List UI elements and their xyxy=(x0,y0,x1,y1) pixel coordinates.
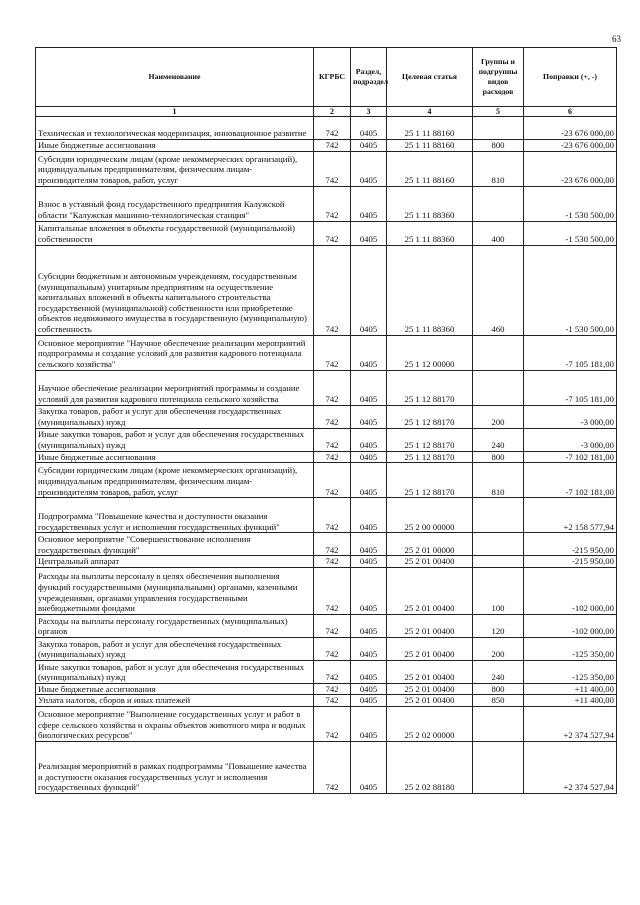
row-target-article: 25 1 12 00000 xyxy=(387,335,473,370)
row-name: Взнос в уставный фонд государственного предприятия Калужской области "Калужская машинно-технологическая станция" xyxy=(36,186,314,221)
row-section: 0405 xyxy=(351,140,387,152)
row-kgrbs: 742 xyxy=(314,451,351,463)
row-amount: -23 676 000,00 xyxy=(524,117,617,140)
row-target-article: 25 2 01 00400 xyxy=(387,614,473,637)
row-kgrbs: 742 xyxy=(314,428,351,451)
table-row xyxy=(36,335,617,370)
row-target-article: 25 1 11 88360 xyxy=(387,221,473,245)
row-amount: -3 000,00 xyxy=(524,405,617,428)
row-section: 0405 xyxy=(351,451,387,463)
row-expense-group: 120 xyxy=(473,614,524,637)
row-section: 0405 xyxy=(351,742,387,794)
row-name: Капитальные вложения в объекты государственной (муниципальной) собственности xyxy=(36,221,314,245)
row-amount: -102 000,00 xyxy=(524,614,617,637)
row-target-article: 25 2 01 00400 xyxy=(387,637,473,660)
row-section: 0405 xyxy=(351,567,387,614)
row-expense-group: 800 xyxy=(473,451,524,463)
row-amount: +11 400,00 xyxy=(524,695,617,707)
row-kgrbs: 742 xyxy=(314,742,351,794)
column-number: 3 xyxy=(351,107,387,117)
row-section: 0405 xyxy=(351,660,387,683)
row-section: 0405 xyxy=(351,614,387,637)
row-name: Иные бюджетные ассигнования xyxy=(36,140,314,152)
row-target-article: 25 2 02 00000 xyxy=(387,707,473,742)
row-section: 0405 xyxy=(351,637,387,660)
row-section: 0405 xyxy=(351,186,387,221)
table-row xyxy=(36,428,617,451)
row-target-article: 25 2 01 00000 xyxy=(387,533,473,556)
row-section: 0405 xyxy=(351,221,387,245)
row-name: Иные закупки товаров, работ и услуг для обеспечения государственных (муниципальных) нужд xyxy=(36,428,314,451)
row-kgrbs: 742 xyxy=(314,370,351,405)
table-row xyxy=(36,151,617,186)
row-amount: -215 950,00 xyxy=(524,533,617,556)
row-amount: -125 350,00 xyxy=(524,637,617,660)
row-amount: -125 350,00 xyxy=(524,660,617,683)
table-row xyxy=(36,556,617,568)
row-target-article: 25 1 11 88160 xyxy=(387,117,473,140)
row-expense-group: 200 xyxy=(473,405,524,428)
row-section: 0405 xyxy=(351,498,387,533)
row-name: Основное мероприятие "Научное обеспечение реализации мероприятий подпрограммы и создание условий для развития кадрового потенциала сельского хозяйства" xyxy=(36,335,314,370)
row-name: Субсидии юридическим лицам (кроме некоммерческих организаций), индивидуальным предпринимателям, физическим лицам-производителям товаров, работ, услуг xyxy=(36,151,314,186)
row-section: 0405 xyxy=(351,151,387,186)
row-name: Основное мероприятие "Выполнение государственных услуг и работ в сфере сельского хозяйства и охраны объектов животного мира и водных биологических ресурсов" xyxy=(36,707,314,742)
row-amount: -7 105 181,00 xyxy=(524,370,617,405)
budget-amendments-table xyxy=(35,47,617,794)
row-target-article: 25 2 01 00400 xyxy=(387,660,473,683)
row-target-article: 25 1 12 88170 xyxy=(387,428,473,451)
row-expense-group xyxy=(473,370,524,405)
row-section: 0405 xyxy=(351,428,387,451)
column-number: 4 xyxy=(387,107,473,117)
row-kgrbs: 742 xyxy=(314,151,351,186)
row-kgrbs: 742 xyxy=(314,405,351,428)
row-amount: -1 530 500,00 xyxy=(524,221,617,245)
table-row xyxy=(36,117,617,140)
column-number: 5 xyxy=(473,107,524,117)
row-amount: +2 158 577,94 xyxy=(524,498,617,533)
row-kgrbs: 742 xyxy=(314,498,351,533)
row-kgrbs: 742 xyxy=(314,117,351,140)
table-row xyxy=(36,637,617,660)
row-name: Реализация мероприятий в рамках подпрограммы "Повышение качества и доступности оказания государственных услуг и исполнения государственных функций" xyxy=(36,742,314,794)
table-row xyxy=(36,140,617,152)
page-number: 63 xyxy=(612,34,621,44)
row-expense-group: 810 xyxy=(473,463,524,498)
column-number: 1 xyxy=(36,107,314,117)
header-target-article: Целевая статья xyxy=(387,48,473,107)
row-target-article: 25 2 01 00400 xyxy=(387,567,473,614)
row-name: Расходы на выплаты персоналу в целях обеспечения выполнения функций государственными (муниципальными) органами, казенными учреждениями, органами управления государственными внебюджетными фондами xyxy=(36,567,314,614)
row-expense-group: 240 xyxy=(473,428,524,451)
row-kgrbs: 742 xyxy=(314,707,351,742)
row-amount: -7 102 181,00 xyxy=(524,463,617,498)
row-name: Научное обеспечение реализации мероприятий программы и создание условий для развития кадрового потенциала сельского хозяйства xyxy=(36,370,314,405)
row-section: 0405 xyxy=(351,245,387,335)
row-section: 0405 xyxy=(351,335,387,370)
row-expense-group: 100 xyxy=(473,567,524,614)
row-kgrbs: 742 xyxy=(314,614,351,637)
table-row xyxy=(36,567,617,614)
row-target-article: 25 2 01 00400 xyxy=(387,556,473,568)
row-amount: -1 530 500,00 xyxy=(524,186,617,221)
row-expense-group xyxy=(473,533,524,556)
row-name: Иные бюджетные ассигнования xyxy=(36,683,314,695)
row-target-article: 25 1 11 88360 xyxy=(387,245,473,335)
header-expense-groups: Группы и подгруппы видов расходов xyxy=(473,48,524,107)
table-row xyxy=(36,533,617,556)
row-name: Закупка товаров, работ и услуг для обеспечения государственных (муниципальных) нужд xyxy=(36,637,314,660)
row-expense-group xyxy=(473,742,524,794)
table-row xyxy=(36,186,617,221)
row-target-article: 25 1 12 88170 xyxy=(387,405,473,428)
table-row xyxy=(36,221,617,245)
row-target-article: 25 2 01 00400 xyxy=(387,695,473,707)
row-kgrbs: 742 xyxy=(314,140,351,152)
column-number: 6 xyxy=(524,107,617,117)
row-expense-group xyxy=(473,335,524,370)
row-amount: -7 102 181,00 xyxy=(524,451,617,463)
row-kgrbs: 742 xyxy=(314,683,351,695)
row-amount: +2 374 527,94 xyxy=(524,707,617,742)
row-name: Основное мероприятие "Совершенствование исполнения государственных функций" xyxy=(36,533,314,556)
row-target-article: 25 2 00 00000 xyxy=(387,498,473,533)
row-kgrbs: 742 xyxy=(314,695,351,707)
row-name: Подпрограмма "Повышение качества и доступности оказания государственных услуг и исполнения государственных функций" xyxy=(36,498,314,533)
row-expense-group: 200 xyxy=(473,637,524,660)
row-kgrbs: 742 xyxy=(314,463,351,498)
row-name: Центральный аппарат xyxy=(36,556,314,568)
table-row xyxy=(36,451,617,463)
row-amount: -1 530 500,00 xyxy=(524,245,617,335)
table-row xyxy=(36,405,617,428)
row-expense-group xyxy=(473,186,524,221)
row-section: 0405 xyxy=(351,370,387,405)
row-expense-group: 800 xyxy=(473,140,524,152)
row-amount: -23 676 000,00 xyxy=(524,140,617,152)
row-name: Субсидии юридическим лицам (кроме некоммерческих организаций), индивидуальным предпринимателям, физическим лицам-производителям товаров, работ, услуг xyxy=(36,463,314,498)
row-expense-group: 240 xyxy=(473,660,524,683)
column-number-row xyxy=(36,107,617,117)
row-amount: -23 676 000,00 xyxy=(524,151,617,186)
table-row xyxy=(36,695,617,707)
table-row xyxy=(36,498,617,533)
row-target-article: 25 1 11 88160 xyxy=(387,151,473,186)
row-target-article: 25 1 11 88360 xyxy=(387,186,473,221)
column-number: 2 xyxy=(314,107,351,117)
row-expense-group xyxy=(473,117,524,140)
row-kgrbs: 742 xyxy=(314,567,351,614)
row-name: Иные закупки товаров, работ и услуг для обеспечения государственных (муниципальных) нужд xyxy=(36,660,314,683)
row-name: Закупка товаров, работ и услуг для обеспечения государственных (муниципальных) нужд xyxy=(36,405,314,428)
row-section: 0405 xyxy=(351,695,387,707)
row-expense-group xyxy=(473,556,524,568)
row-amount: -3 000,00 xyxy=(524,428,617,451)
row-kgrbs: 742 xyxy=(314,556,351,568)
row-kgrbs: 742 xyxy=(314,637,351,660)
row-name: Техническая и технологическая модернизация, инновационное развитие xyxy=(36,117,314,140)
row-kgrbs: 742 xyxy=(314,660,351,683)
row-amount: -102 000,00 xyxy=(524,567,617,614)
row-expense-group: 400 xyxy=(473,221,524,245)
row-target-article: 25 1 12 88170 xyxy=(387,463,473,498)
header-changes: Поправки (+, -) xyxy=(524,48,617,107)
row-section: 0405 xyxy=(351,533,387,556)
header-row xyxy=(36,48,617,107)
row-kgrbs: 742 xyxy=(314,245,351,335)
table-row xyxy=(36,707,617,742)
row-target-article: 25 2 01 00400 xyxy=(387,683,473,695)
row-expense-group xyxy=(473,707,524,742)
row-target-article: 25 1 12 88170 xyxy=(387,451,473,463)
row-kgrbs: 742 xyxy=(314,335,351,370)
row-kgrbs: 742 xyxy=(314,221,351,245)
table-row xyxy=(36,742,617,794)
row-section: 0405 xyxy=(351,683,387,695)
row-target-article: 25 1 12 88170 xyxy=(387,370,473,405)
header-section: Раздел, подраздел xyxy=(351,48,387,107)
row-name: Субсидии бюджетным и автономным учреждениям, государственным (муниципальным) унитарным предприятиям на осуществление капитальных вложений в объекты капитального строительства государственной (муниципальной) собственности или приобретение объектов недвижимого имущества в государственную (муниципальную) собственность xyxy=(36,245,314,335)
row-target-article: 25 2 02 88180 xyxy=(387,742,473,794)
table-row xyxy=(36,370,617,405)
row-name: Уплата налогов, сборов и иных платежей xyxy=(36,695,314,707)
row-amount: +11 400,00 xyxy=(524,683,617,695)
row-expense-group: 850 xyxy=(473,695,524,707)
table-row xyxy=(36,463,617,498)
row-section: 0405 xyxy=(351,117,387,140)
table-row xyxy=(36,245,617,335)
header-kgrbs: КГРБС xyxy=(314,48,351,107)
row-name: Иные бюджетные ассигнования xyxy=(36,451,314,463)
row-section: 0405 xyxy=(351,463,387,498)
row-kgrbs: 742 xyxy=(314,533,351,556)
table-row xyxy=(36,660,617,683)
row-expense-group: 460 xyxy=(473,245,524,335)
row-expense-group xyxy=(473,498,524,533)
header-name: Наименование xyxy=(36,48,314,107)
row-section: 0405 xyxy=(351,707,387,742)
row-target-article: 25 1 11 88160 xyxy=(387,140,473,152)
row-expense-group: 810 xyxy=(473,151,524,186)
row-amount: -215 950,00 xyxy=(524,556,617,568)
table-row xyxy=(36,614,617,637)
row-kgrbs: 742 xyxy=(314,186,351,221)
row-section: 0405 xyxy=(351,405,387,428)
row-expense-group: 800 xyxy=(473,683,524,695)
row-amount: -7 105 181,00 xyxy=(524,335,617,370)
row-amount: +2 374 527,94 xyxy=(524,742,617,794)
row-name: Расходы на выплаты персоналу государственных (муниципальных) органов xyxy=(36,614,314,637)
table-row xyxy=(36,683,617,695)
row-section: 0405 xyxy=(351,556,387,568)
